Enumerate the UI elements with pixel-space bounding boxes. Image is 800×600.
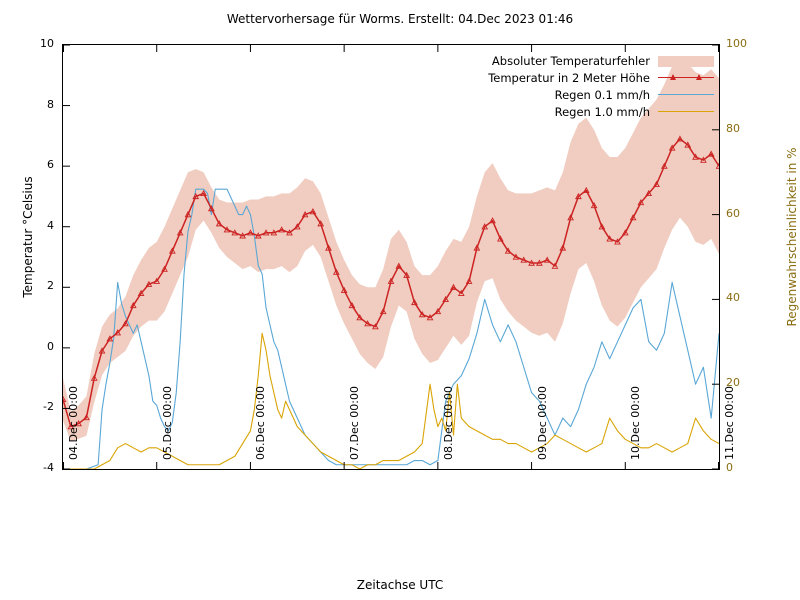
- y-axis-right-tick: 60: [726, 206, 740, 220]
- legend-swatch-icon: [658, 72, 714, 84]
- legend-swatch-icon: [658, 106, 714, 118]
- x-axis-tick: 10.Dec 00:00: [629, 386, 643, 460]
- y-axis-left-tick: 4: [47, 218, 54, 232]
- x-axis-tick: 09.Dec 00:00: [535, 386, 549, 460]
- legend-item-label: Temperatur in 2 Meter Höhe: [488, 70, 650, 85]
- chart-legend: [398, 52, 714, 120]
- legend-item: [398, 86, 714, 103]
- x-axis-tick: 07.Dec 00:00: [348, 386, 362, 460]
- y-axis-left-tick: 0: [47, 339, 54, 353]
- legend-swatch-icon: [658, 55, 714, 67]
- legend-item: [398, 69, 714, 86]
- y-axis-right-tick: 100: [726, 37, 747, 50]
- x-axis-tick: 08.Dec 00:00: [441, 386, 455, 460]
- legend-item-label: Regen 0.1 mm/h: [554, 87, 650, 102]
- y-axis-left-tick: -2: [43, 400, 54, 414]
- y-axis-left-tick: 2: [47, 279, 54, 293]
- chart-title: Wettervorhersage für Worms. Erstellt: 04.Dec 2023 01:46: [226, 12, 574, 26]
- legend-item-label: Regen 1.0 mm/h: [554, 104, 650, 119]
- x-axis-tick: 05.Dec 00:00: [160, 386, 174, 460]
- y-axis-right-title: Regenwahrscheinlichkeit in %: [785, 147, 799, 327]
- legend-swatch-icon: [658, 89, 714, 101]
- y-axis-left-tick: -4: [43, 461, 54, 474]
- legend-item: [398, 52, 714, 69]
- legend-item-label: Absoluter Temperaturfehler: [491, 53, 650, 68]
- y-axis-left-tick: 6: [47, 158, 54, 172]
- y-axis-right-tick: 80: [726, 121, 740, 135]
- x-axis-title: Zeitachse UTC: [356, 578, 444, 592]
- x-axis-tick: 04.Dec 00:00: [67, 386, 80, 460]
- y-axis-left-tick: 8: [47, 97, 54, 111]
- y-axis-left-title: Temperatur °Celsius: [21, 176, 35, 298]
- x-axis-tick: 11.Dec 00:00: [723, 386, 736, 460]
- x-axis-tick: 06.Dec 00:00: [254, 386, 268, 460]
- y-axis-right-tick: 0: [726, 461, 733, 474]
- y-axis-right-tick: 40: [726, 291, 740, 305]
- legend-item: [398, 103, 714, 120]
- y-axis-left-tick: 10: [40, 37, 54, 50]
- y-axis-right-tick: 20: [726, 376, 740, 390]
